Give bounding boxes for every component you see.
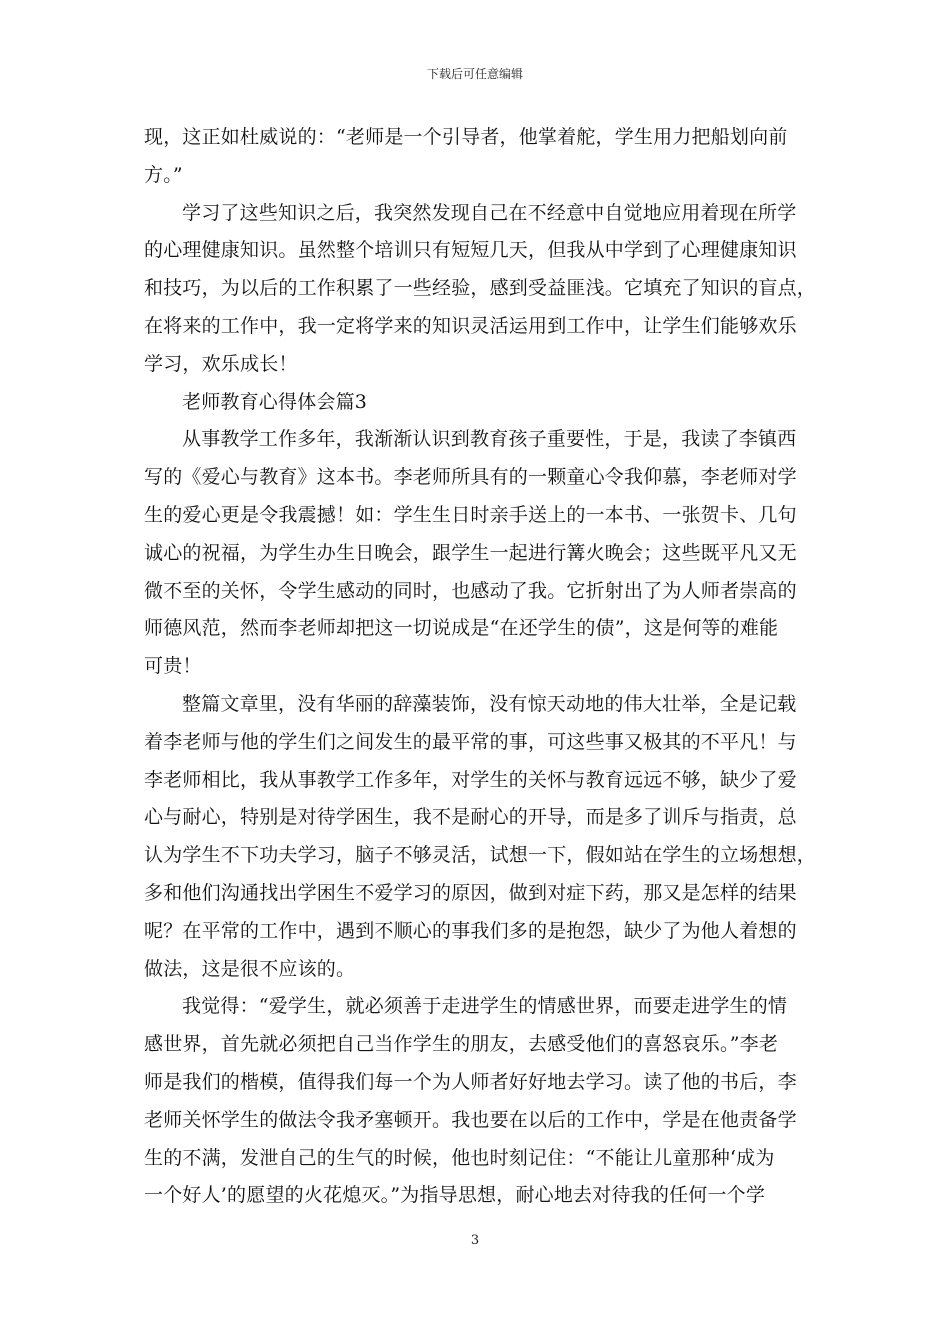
text-line: 和技巧，为以后的工作积累了一些经验，感到受益匪浅。它填充了知识的盲点， <box>144 277 817 300</box>
text-line: 生的爱心更是令我震撼！如：学生生日时亲手送上的一本书、一张贺卡、几句 <box>144 503 797 526</box>
text-line: 诚心的祝福，为学生办生日晚会，跟学生一起进行篝火晚会；这些既平凡又无 <box>144 541 797 564</box>
text-line: 师德风范，然而李老师却把这一切说成是“在还学生的债”，这是何等的难能 <box>144 617 779 640</box>
text-line: 认为学生不下功夫学习，脑子不够灵活，试想一下，假如站在学生的立场想想， <box>144 844 817 867</box>
text-line: 在将来的工作中，我一定将学来的知识灵活运用到工作中，让学生们能够欢乐 <box>144 314 797 337</box>
text-line: 整篇文章里，没有华丽的辞藻装饰，没有惊天动地的伟大壮举，全是记载 <box>182 692 797 715</box>
text-line: 从事教学工作多年，我渐渐认识到教育孩子重要性，于是，我读了李镇西 <box>182 428 797 451</box>
text-line: 我觉得：“爱学生，就必须善于走进学生的情感世界，而要走进学生的情 <box>182 995 788 1018</box>
page-header: 下载后可任意编辑 <box>426 67 523 81</box>
text-line: 感世界，首先就必须把自己当作学生的朋友，去感受他们的喜怒哀乐。”李老 <box>144 1033 779 1056</box>
text-line: 的心理健康知识。虽然整个培训只有短短几天，但我从中学到了心理健康知识 <box>144 239 797 262</box>
document-body <box>144 119 824 1215</box>
text-line: 现，这正如杜威说的：“老师是一个引导者，他掌着舵，学生用力把船划向前 <box>144 126 788 148</box>
text-line: 学习了这些知识之后，我突然发现自己在不经意中自觉地应用着现在所学 <box>182 201 797 224</box>
text-line: 可贵！ <box>144 655 202 678</box>
text-line: 学习，欢乐成长！ <box>144 352 298 375</box>
text-line: 一个好人’的愿望的火花熄灭。”为指导思想，耐心地去对待我的任何一个学 <box>144 1184 766 1207</box>
text-line: 写的《爱心与教育》这本书。李老师所具有的一颗童心令我仰慕，李老师对学 <box>144 466 797 489</box>
text-line: 师是我们的楷模，值得我们每一个为人师者好好地去学习。读了他的书后，李 <box>144 1070 797 1093</box>
text-line: 着李老师与他的学生们之间发生的最平常的事，可这些事又极其的不平凡！与 <box>144 730 797 753</box>
text-line: 多和他们沟通找出学困生不爱学习的原因，做到对症下药，那又是怎样的结果 <box>144 881 797 904</box>
text-line: 心与耐心，特别是对待学困生，我不是耐心的开导，而是多了训斥与指责，总 <box>144 806 797 829</box>
page-number: 3 <box>470 1233 480 1248</box>
text-line: 生的不满，发泄自己的生气的时候，他也时刻记住：“不能让儿童那种‘成为 <box>144 1146 775 1169</box>
text-line: 方。” <box>144 163 183 186</box>
text-line: 呢？在平常的工作中，遇到不顺心的事我们多的是抱怨，缺少了为他人着想的 <box>144 919 797 942</box>
text-line: 做法，这是很不应该的。 <box>144 957 356 980</box>
text-line: 老师关怀学生的做法令我矛塞顿开。我也要在以后的工作中，学是在他责备学 <box>144 1108 797 1131</box>
text-line: 老师教育心得体会篇3 <box>182 390 368 413</box>
text-line: 微不至的关怀，令学生感动的同时，也感动了我。它折射出了为人师者崇高的 <box>144 579 797 602</box>
text-line: 李老师相比，我从事教学工作多年，对学生的关怀与教育远远不够，缺少了爱 <box>144 768 797 791</box>
